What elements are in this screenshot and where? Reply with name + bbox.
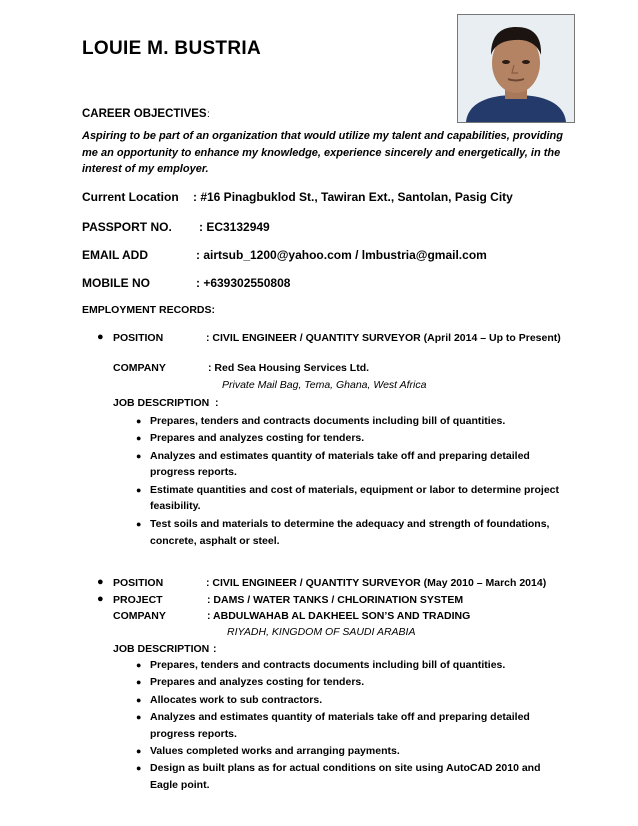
job2-duties-list bbox=[150, 657, 570, 794]
location-value: : #16 Pinagbuklod St., Tawiran Ext., Santolan, Pasig City bbox=[193, 190, 513, 204]
list-item: ● Prepares and analyzes costing for tenders. bbox=[150, 674, 570, 691]
job2-jd-label: JOB DESCRIPTION bbox=[113, 643, 210, 655]
list-item: ● Allocates work to sub contractors. bbox=[150, 692, 570, 709]
career-objectives-colon: : bbox=[207, 109, 210, 120]
job2-project-value: : DAMS / WATER TANKS / CHLORINATION SYSTEM bbox=[207, 594, 464, 606]
list-item: ● Prepares, tenders and contracts documents including bill of quantities. bbox=[150, 657, 570, 674]
job2-project-label: PROJECT bbox=[113, 594, 163, 606]
list-item: ● Analyzes and estimates quantity of materials take off and preparing detailed progress reports. bbox=[150, 448, 570, 482]
job2-company-label: COMPANY bbox=[113, 610, 166, 622]
job2-company-value: : ABDULWAHAB AL DAKHEEL SON’S AND TRADING bbox=[207, 610, 471, 622]
list-item: ● Design as built plans as for actual conditions on site using AutoCAD 2010 and Eagle point. bbox=[150, 760, 570, 794]
job1-duties-list bbox=[150, 413, 570, 550]
passport-label: PASSPORT NO. bbox=[82, 220, 172, 234]
resume-name: LOUIE M. BUSTRIA bbox=[82, 38, 261, 59]
job2-jd-colon: : bbox=[213, 643, 217, 655]
job2-position-value: : CIVIL ENGINEER / QUANTITY SURVEYOR (May 2010 – March 2014) bbox=[206, 577, 547, 589]
list-item: ● Estimate quantities and cost of materials, equipment or labor to determine project feasibility. bbox=[150, 482, 570, 516]
list-item: ● Values completed works and arranging payments. bbox=[150, 743, 570, 760]
mobile-value: : +639302550808 bbox=[196, 276, 291, 290]
email-value: : airtsub_1200@yahoo.com / lmbustria@gmail.com bbox=[196, 248, 487, 262]
career-objectives-text: Aspiring to be part of an organization that would utilize my talent and capabilities, providing me an opportunity to enhance my knowledge, experience sincerely and energetically, in the interest of my employer. bbox=[82, 130, 563, 175]
bullet-icon: ● bbox=[97, 576, 104, 588]
bullet-icon: ● bbox=[97, 331, 104, 343]
email-label: EMAIL ADD bbox=[82, 248, 148, 262]
location-label: Current Location bbox=[82, 190, 179, 204]
job1-company-value: : Red Sea Housing Services Ltd. bbox=[208, 362, 370, 374]
job1-jd-colon: : bbox=[215, 397, 219, 409]
list-item: ● Test soils and materials to determine the adequacy and strength of foundations, concrete, asphalt or steel. bbox=[150, 516, 570, 550]
job2-company-address: RIYADH, KINGDOM OF SAUDI ARABIA bbox=[227, 626, 416, 638]
list-item: ● Analyzes and estimates quantity of materials take off and preparing detailed progress reports. bbox=[150, 709, 570, 743]
job1-company-label: COMPANY bbox=[113, 362, 166, 374]
job1-position-value: : CIVIL ENGINEER / QUANTITY SURVEYOR (April 2014 – Up to Present) bbox=[206, 332, 561, 344]
mobile-label: MOBILE NO bbox=[82, 276, 150, 290]
passport-value: : EC3132949 bbox=[199, 220, 270, 234]
job1-position-label: POSITION bbox=[113, 332, 164, 344]
employment-heading: EMPLOYMENT RECORDS: bbox=[82, 304, 216, 316]
bullet-icon: ● bbox=[97, 593, 104, 605]
job1-company-address: Private Mail Bag, Tema, Ghana, West Africa bbox=[222, 379, 427, 391]
list-item: ● Prepares, tenders and contracts documents including bill of quantities. bbox=[150, 413, 570, 430]
list-item: ● Prepares and analyzes costing for tenders. bbox=[150, 430, 570, 447]
job2-position-label: POSITION bbox=[113, 577, 164, 589]
career-objectives-label: CAREER OBJECTIVES bbox=[82, 108, 207, 120]
person-photo-icon bbox=[458, 15, 574, 122]
job1-jd-label: JOB DESCRIPTION bbox=[113, 397, 210, 409]
profile-photo bbox=[457, 14, 575, 123]
